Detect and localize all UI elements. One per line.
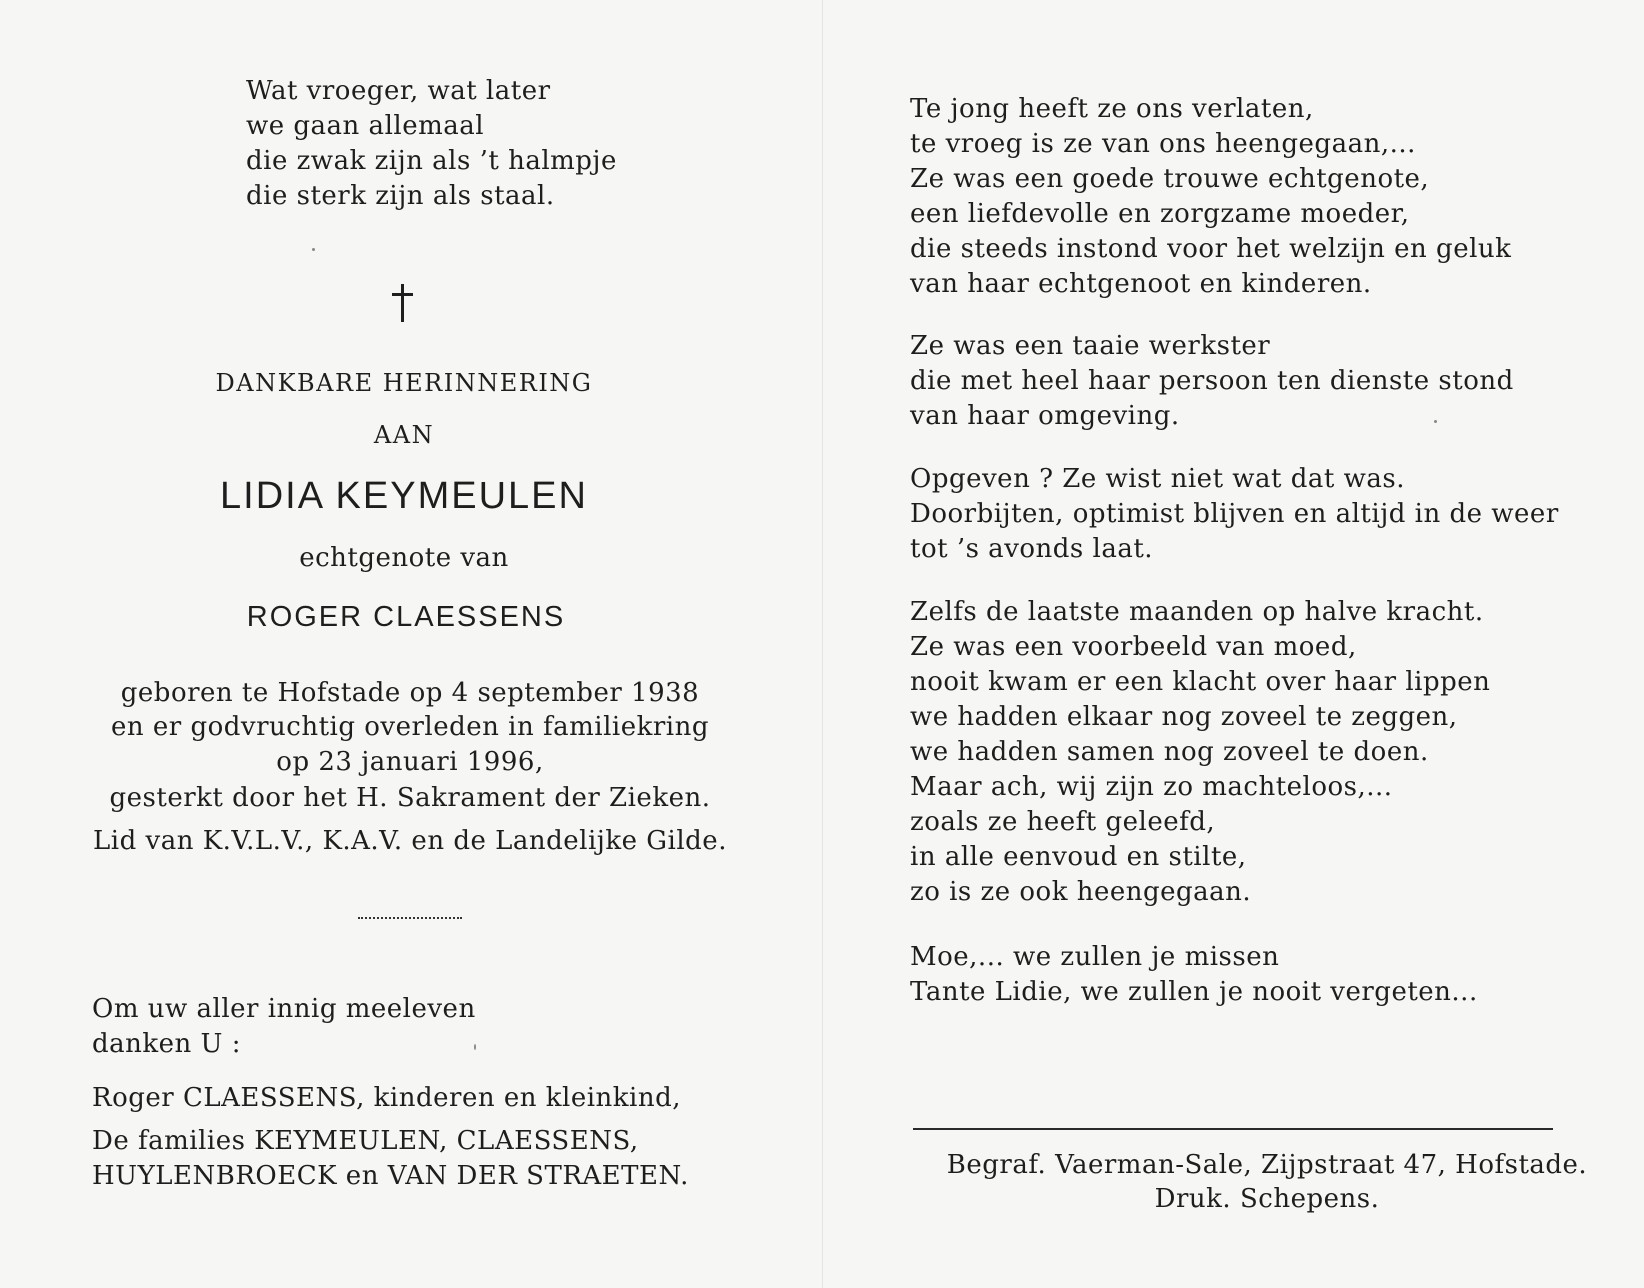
bio-line: op 23 januari 1996, xyxy=(276,747,544,777)
thanks-line: De families KEYMEULEN, CLAESSENS, xyxy=(92,1126,639,1156)
card-fold xyxy=(822,0,823,1288)
poem-line: zo is ze ook heengegaan. xyxy=(910,877,1252,907)
poem-line: Doorbijten, optimist blijven en altijd in de weer xyxy=(910,499,1559,529)
thanks-line: danken U : xyxy=(92,1029,241,1059)
spouse-name: ROGER CLAESSENS xyxy=(246,601,566,633)
heading-aan: AAN xyxy=(373,421,435,449)
footer-line: Druk. Schepens. xyxy=(1154,1184,1380,1214)
bio-line: en er godvruchtig overleden in familiekring xyxy=(111,712,709,742)
poem-line: Moe,... we zullen je missen xyxy=(910,942,1280,972)
poem-line: die zwak zijn als ’t halmpje xyxy=(246,146,617,176)
poem-line: Wat vroeger, wat later xyxy=(246,76,551,106)
poem-line: te vroeg is ze van ons heengegaan,... xyxy=(910,129,1416,159)
poem-line: een liefdevolle en zorgzame moeder, xyxy=(910,199,1410,229)
poem-line: we hadden samen nog zoveel te doen. xyxy=(910,737,1429,767)
heading: DANKBARE HERINNERING xyxy=(215,369,593,397)
poem-line: die met heel haar persoon ten dienste stond xyxy=(910,366,1514,396)
poem-line: we hadden elkaar nog zoveel te zeggen, xyxy=(910,702,1458,732)
poem-line: Ze was een voorbeeld van moed, xyxy=(910,632,1357,662)
spouse-label: echtgenote van xyxy=(299,543,509,573)
poem-line: in alle eenvoud en stilte, xyxy=(910,842,1247,872)
deceased-name: LIDIA KEYMEULEN xyxy=(220,475,588,517)
paper-speck xyxy=(312,248,315,251)
poem-line: die steeds instond voor het welzijn en geluk xyxy=(910,234,1512,264)
poem-line: nooit kwam er een klacht over haar lippen xyxy=(910,667,1491,697)
poem-line: van haar echtgenoot en kinderen. xyxy=(910,269,1372,299)
bio-line: geboren te Hofstade op 4 september 1938 xyxy=(120,678,700,708)
poem-line: we gaan allemaal xyxy=(246,111,485,141)
paper-speck xyxy=(1434,420,1437,423)
bio-line: Lid van K.V.L.V., K.A.V. en de Landelijke Gilde. xyxy=(93,826,727,856)
separator xyxy=(358,917,462,919)
poem-line: Zelfs de laatste maanden op halve kracht. xyxy=(910,597,1484,627)
poem-line: Tante Lidie, we zullen je nooit vergeten... xyxy=(910,977,1478,1007)
bio-line: gesterkt door het H. Sakrament der Zieken. xyxy=(109,783,711,813)
footer-rule xyxy=(913,1128,1553,1130)
poem-line: Ze was een goede trouwe echtgenote, xyxy=(910,164,1430,194)
thanks-line: HUYLENBROECK en VAN DER STRAETEN. xyxy=(92,1161,689,1191)
poem-line: die sterk zijn als staal. xyxy=(246,181,555,211)
poem-line: Maar ach, wij zijn zo machteloos,... xyxy=(910,772,1393,802)
thanks-line: Om uw aller innig meeleven xyxy=(92,994,476,1024)
cross-icon xyxy=(392,284,412,322)
poem-line: Te jong heeft ze ons verlaten, xyxy=(910,94,1314,124)
poem-line: tot ’s avonds laat. xyxy=(910,534,1154,564)
poem-line: Opgeven ? Ze wist niet wat dat was. xyxy=(910,464,1405,494)
footer-line: Begraf. Vaerman-Sale, Zijpstraat 47, Hofstade. xyxy=(946,1150,1588,1180)
poem-line: zoals ze heeft geleefd, xyxy=(910,807,1216,837)
paper-speck xyxy=(474,1044,476,1050)
poem-line: van haar omgeving. xyxy=(910,401,1180,431)
thanks-line: Roger CLAESSENS, kinderen en kleinkind, xyxy=(92,1083,681,1113)
poem-line: Ze was een taaie werkster xyxy=(910,331,1271,361)
